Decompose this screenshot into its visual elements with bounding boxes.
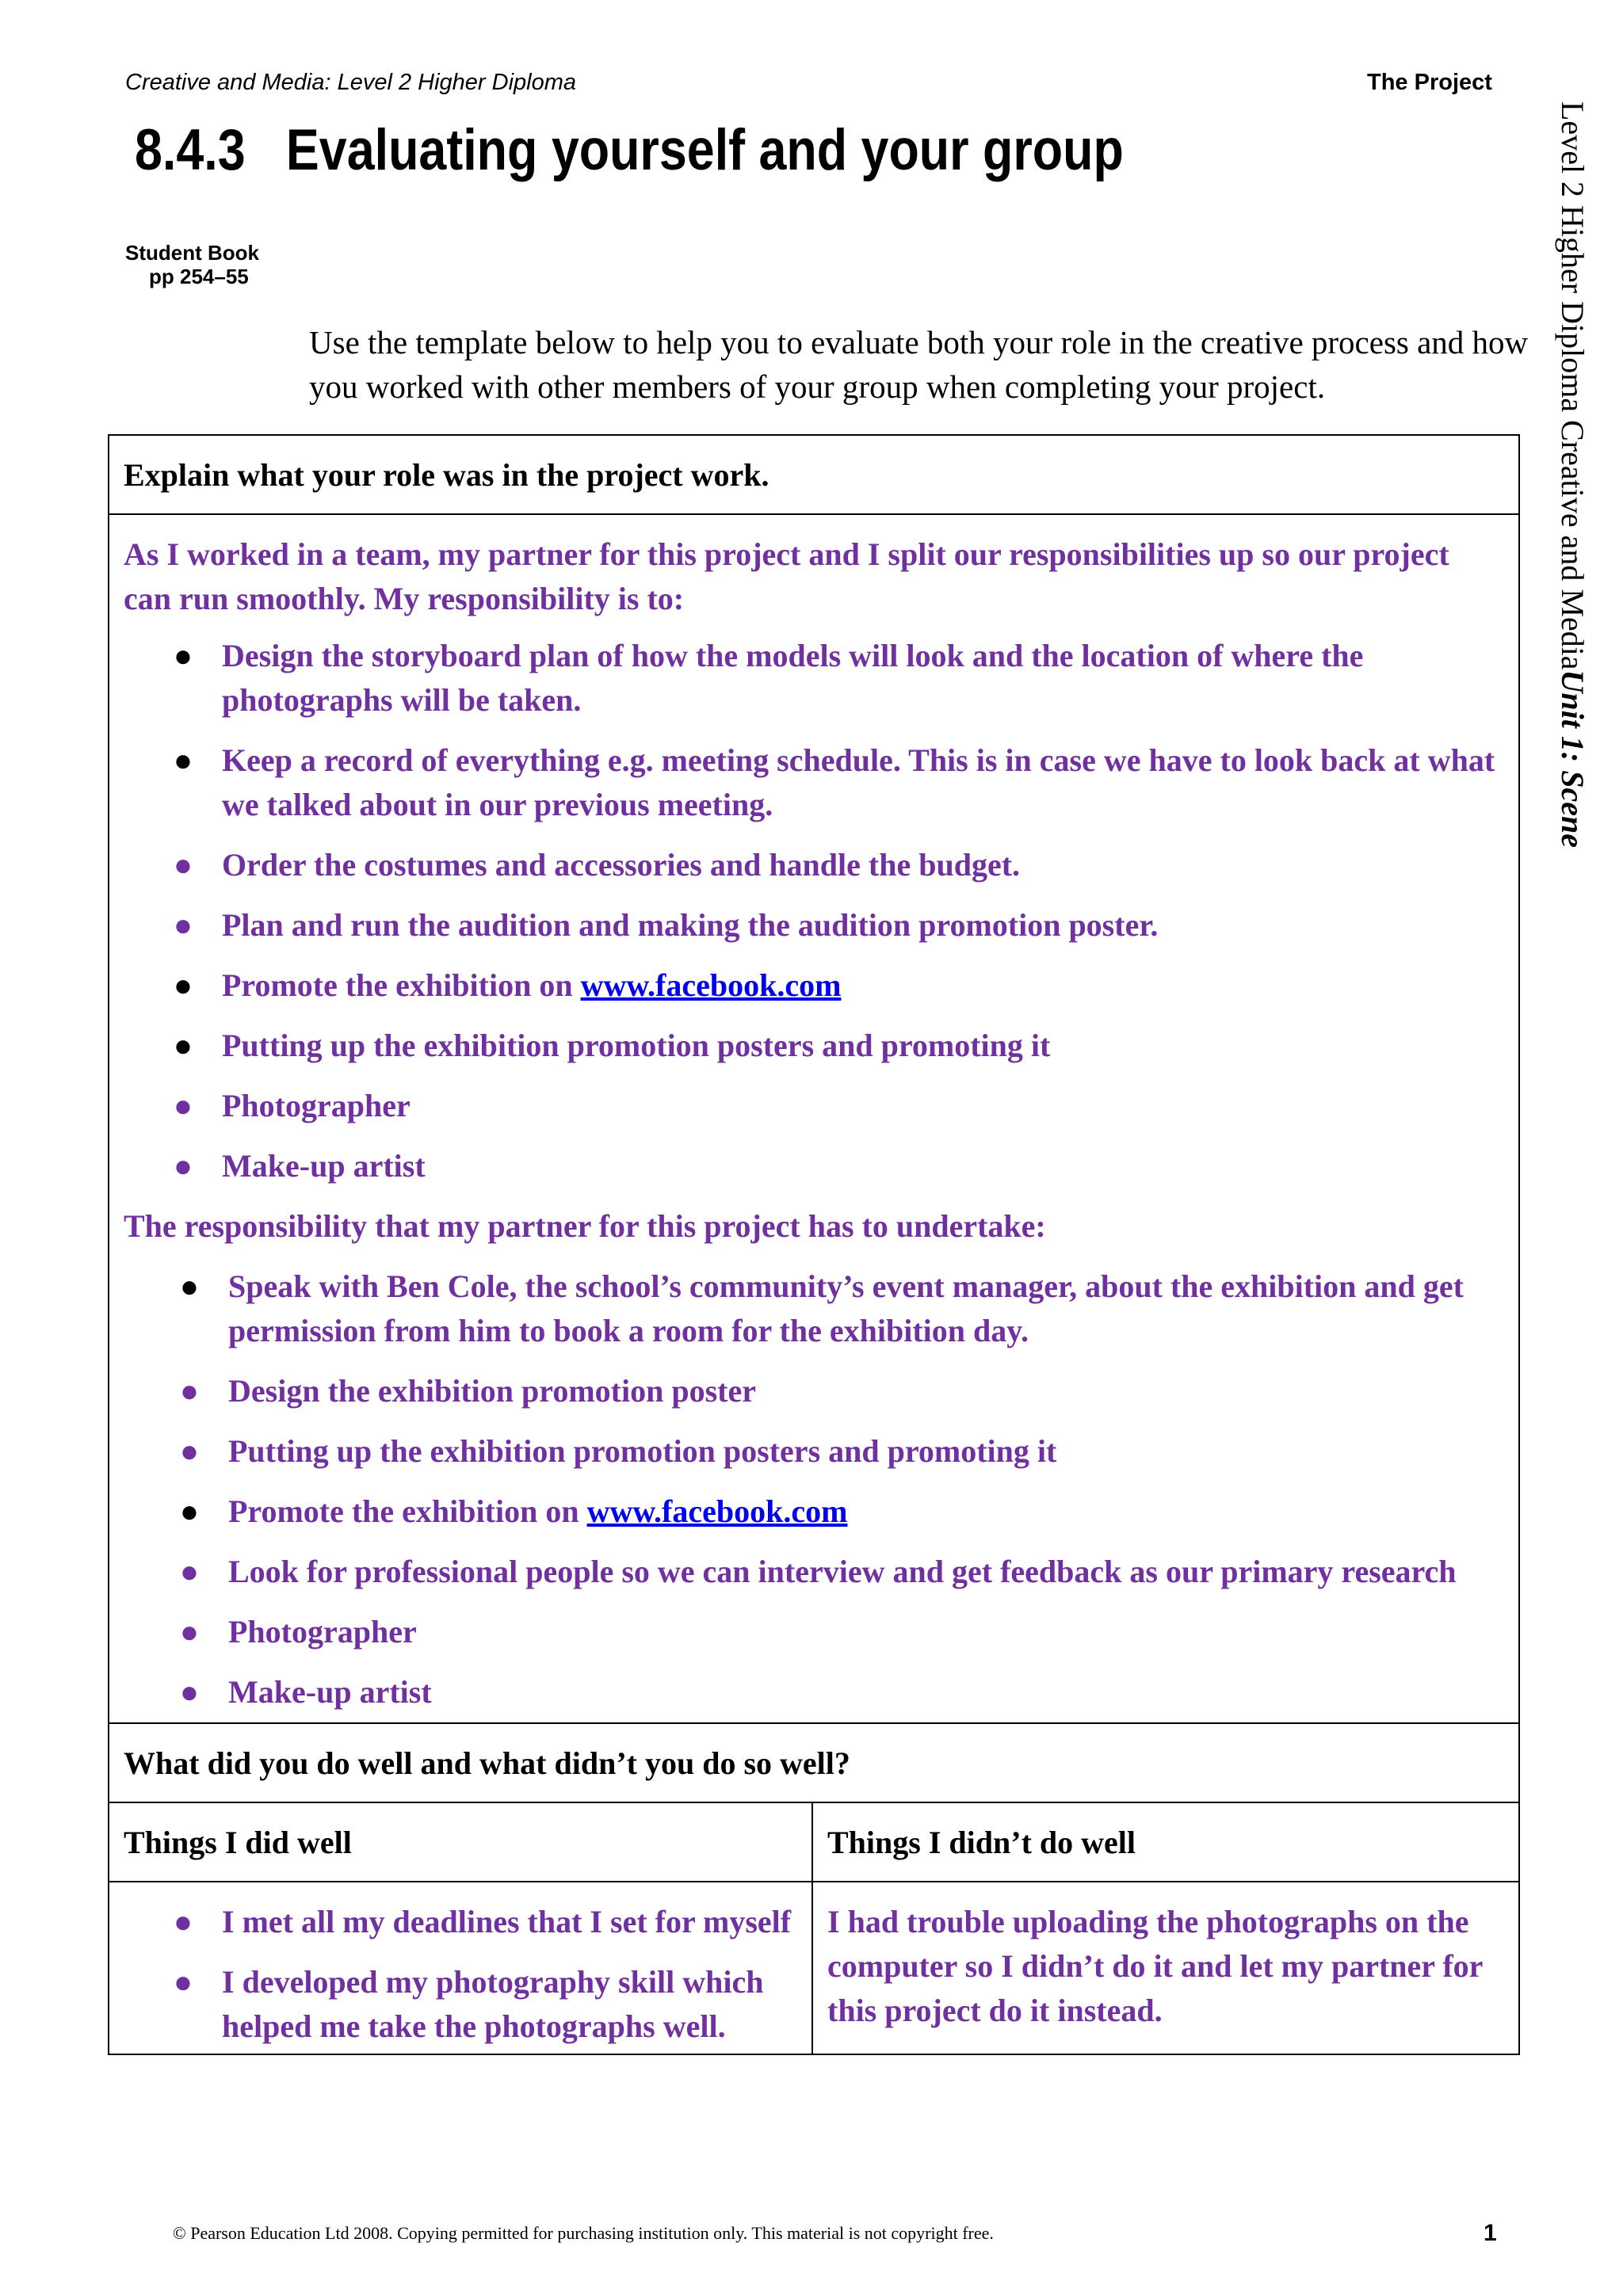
section-title: Evaluating yourself and your group — [285, 118, 1124, 182]
list-item: ● Photographer — [124, 1084, 1504, 1128]
role-question: Explain what your role was in the project work. — [109, 435, 1519, 514]
did-well-cell — [109, 1882, 812, 2054]
bullet-icon: ● — [173, 1964, 193, 2000]
facebook-link[interactable]: www.facebook.com — [580, 967, 842, 1003]
list-item: ● Plan and run the audition and making the audition promotion poster. — [124, 903, 1504, 948]
running-header-right: The Project — [1367, 70, 1492, 95]
section-number: 8.4.3 — [135, 118, 246, 182]
evaluation-question: What did you do well and what didn’t you do so well? — [109, 1723, 1519, 1802]
student-book-label: Student Book — [125, 241, 259, 265]
bullet-icon: ● — [179, 1373, 200, 1409]
bullet-icon: ● — [179, 1614, 200, 1650]
bullet-icon: ● — [173, 1088, 193, 1123]
didnt-well-cell — [812, 1882, 1519, 2054]
page-title — [135, 119, 1124, 182]
list-item: ● Order the costumes and accessories and handle the budget. — [124, 843, 1504, 887]
partner-responsibilities-list — [124, 1264, 1504, 1714]
bullet-icon: ● — [173, 742, 193, 778]
facebook-link[interactable]: www.facebook.com — [586, 1493, 848, 1529]
list-item: ● Design the storyboard plan of how the models will look and the location of where the photographs will be taken. — [124, 634, 1504, 723]
copyright-footer: © Pearson Education Ltd 2008. Copying permitted for purchasing institution only. This material is not copyright free. — [173, 2223, 994, 2243]
role-answer-cell — [109, 514, 1519, 1723]
bullet-icon: ● — [173, 1148, 193, 1184]
did-well-list — [124, 1900, 797, 2049]
list-item: ● Promote the exhibition on www.facebook.com — [124, 1489, 1504, 1534]
partner-intro: The responsibility that my partner for this project has to undertake: — [124, 1208, 1046, 1244]
side-margin-text — [1554, 101, 1591, 848]
bullet-icon: ● — [179, 1268, 200, 1304]
bullet-icon: ● — [173, 907, 193, 943]
bullet-icon: ● — [173, 1028, 193, 1063]
list-item: ● Design the exhibition promotion poster — [124, 1369, 1504, 1413]
bullet-icon: ● — [173, 1904, 193, 1939]
student-book-pages: pp 254–55 — [149, 265, 249, 288]
bullet-icon: ● — [179, 1433, 200, 1469]
bullet-icon: ● — [173, 638, 193, 673]
intro-text: Use the template below to help you to evaluate both your role in the creative process and how you worked with other members of your group when completing your project. — [309, 324, 1529, 405]
running-header-left: Creative and Media: Level 2 Higher Diploma — [125, 70, 577, 95]
list-item: ● I developed my photography skill which helped me take the photographs well. — [124, 1960, 797, 2049]
list-item: ● Speak with Ben Cole, the school’s community’s event manager, about the exhibition and get permission from him to book a room for the exhibition day. — [124, 1264, 1504, 1353]
list-item: ● Putting up the exhibition promotion posters and promoting it — [124, 1429, 1504, 1474]
side-text-unit: Unit 1: Scene — [1555, 669, 1591, 848]
bullet-icon: ● — [179, 1554, 200, 1589]
list-item: ● Photographer — [124, 1610, 1504, 1654]
my-responsibilities-list — [124, 634, 1504, 1188]
list-item: ● I met all my deadlines that I set for myself — [124, 1900, 797, 1944]
didnt-well-text: I had trouble uploading the photographs on the computer so I didn’t do it and let my partner for this project do it instead. — [827, 1904, 1483, 2028]
side-text-main: Level 2 Higher Diploma Creative and Media — [1555, 101, 1591, 670]
didnt-well-heading: Things I didn’t do well — [812, 1802, 1519, 1882]
evaluation-table — [108, 434, 1520, 2055]
list-item: ● Promote the exhibition on www.facebook.com — [124, 963, 1504, 1008]
bullet-icon: ● — [173, 967, 193, 1003]
list-item: ● Make-up artist — [124, 1144, 1504, 1188]
bullet-icon: ● — [173, 847, 193, 883]
page-number: 1 — [1484, 2220, 1497, 2246]
bullet-icon: ● — [179, 1493, 200, 1529]
bullet-icon: ● — [179, 1674, 200, 1710]
list-item: ● Make-up artist — [124, 1670, 1504, 1714]
role-intro: As I worked in a team, my partner for this project and I split our responsibilities up so our project can run smoothly. My responsibility is to: — [124, 536, 1449, 616]
list-item: ● Look for professional people so we can interview and get feedback as our primary research — [124, 1550, 1504, 1594]
list-item: ● Keep a record of everything e.g. meeting schedule. This is in case we have to look back at what we talked about in our previous meeting. — [124, 738, 1504, 827]
student-book-reference — [125, 241, 259, 288]
list-item: ● Putting up the exhibition promotion posters and promoting it — [124, 1024, 1504, 1068]
did-well-heading: Things I did well — [109, 1802, 812, 1882]
